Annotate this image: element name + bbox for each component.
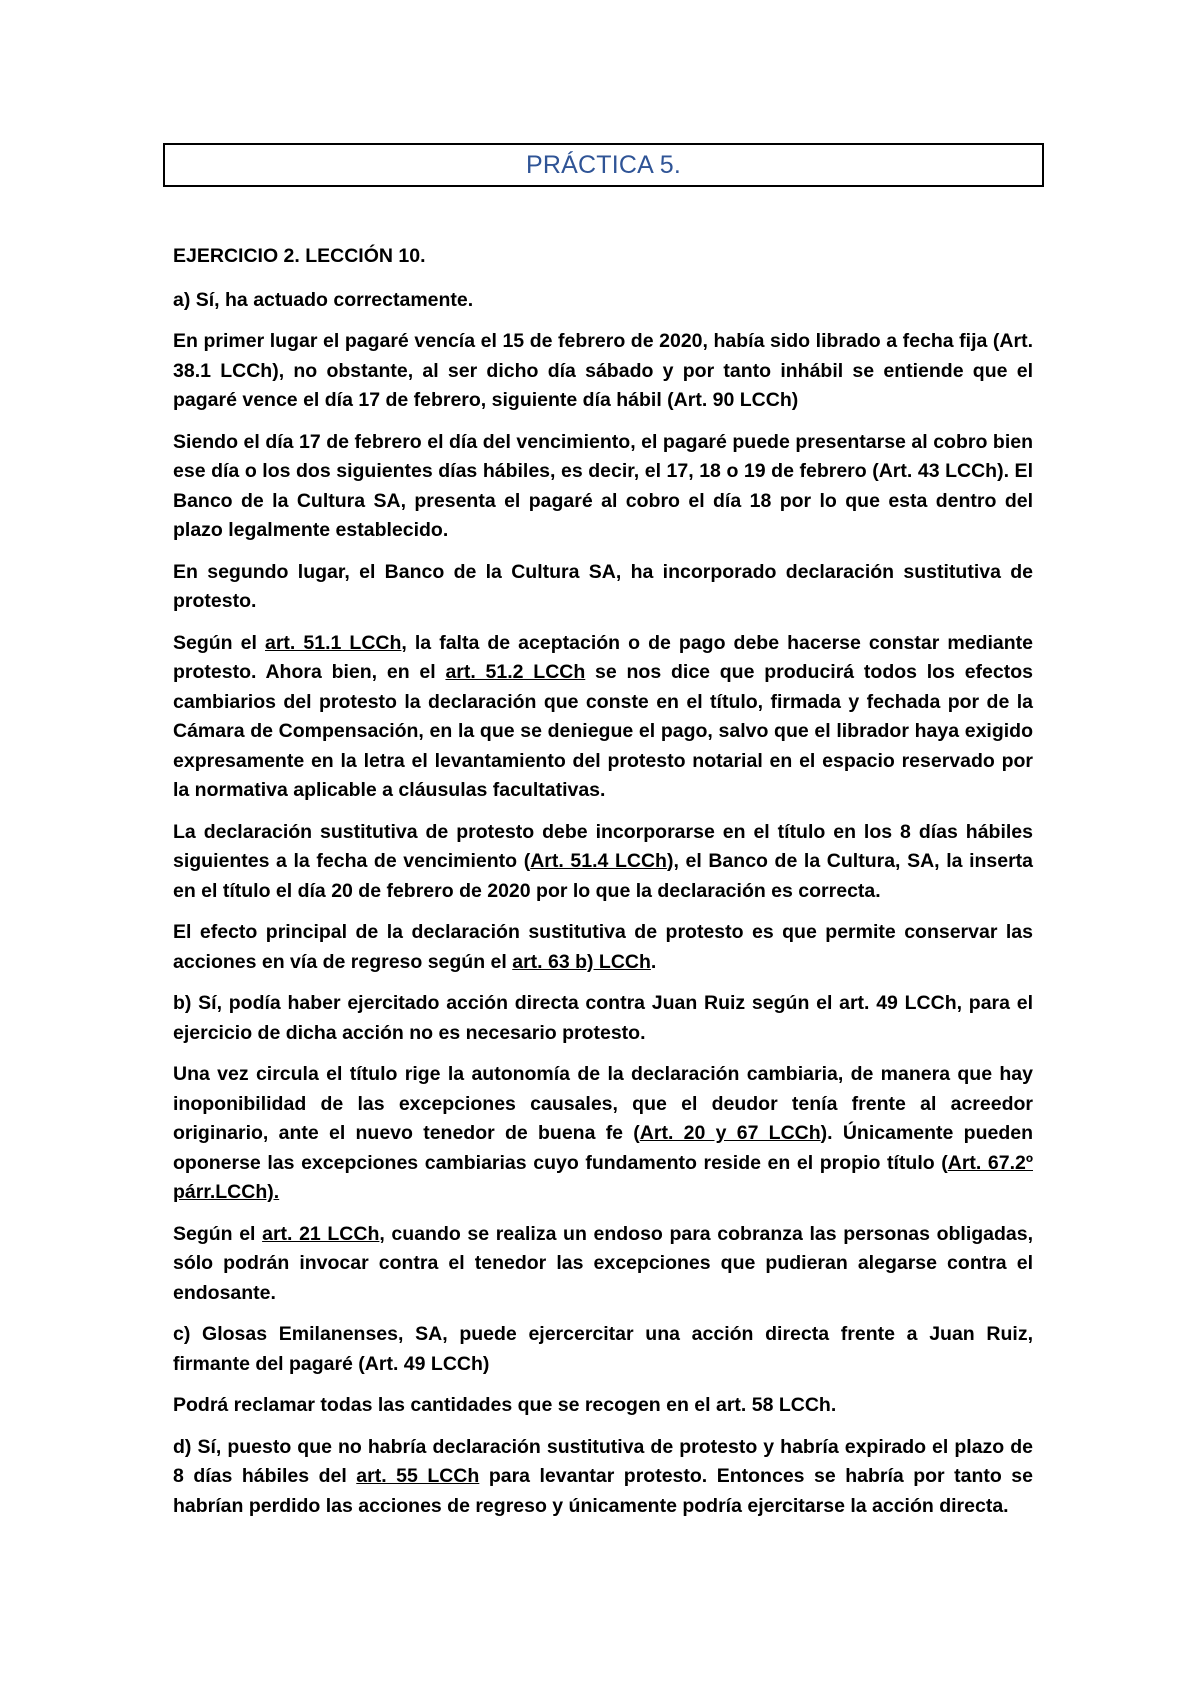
reference-art-67-2: Art. 67.2º párr.LCCh).	[173, 1151, 1033, 1203]
reference-art-51-2: art. 51.2 LCCh	[445, 661, 586, 683]
answer-a-label: a)	[173, 288, 191, 311]
reference-art-51-1: art. 51.1 LCCh	[264, 631, 402, 654]
reference-art-55: art. 55 LCCh	[356, 1465, 480, 1487]
text-segment: La declaración sustitutiva de protesto debe incorporarse en el título en los 8 días hábiles siguientes a la fecha de vencimiento (	[173, 820, 1033, 872]
reference-art-21: art. 21 LCCh	[262, 1222, 380, 1245]
document-body	[173, 242, 1033, 1533]
answer-c-text: Glosas Emilanenses, SA, puede ejercercitar una acción directa frente a Juan Ruiz, firmante del pagaré (Art. 49 LCCh)	[173, 1323, 1033, 1375]
reference-art-20-67: Art. 20 y 67 LCCh	[639, 1122, 821, 1144]
answer-b	[173, 989, 1033, 1048]
reference-art-63: art. 63 b) LCCh	[512, 950, 651, 973]
paragraph-vencimiento: En primer lugar el pagaré vencía el 15 de febrero de 2020, había sido librado a fecha fija (Art. 38.1 LCCh), no obstante, al ser dicho día sábado y por tanto inhábil se entiende que el pagaré vence el día 17 de febrero, siguiente día hábil (Art. 90 LCCh)	[173, 330, 1033, 411]
text-segment: Una vez circula el título rige la autonomía de la declaración cambiaria, de manera que hay inoponibilidad de las excepciones causales, que el deudor tenía frente al acreedor originario, ante el nuevo tenedor de buena fe (	[173, 1063, 1033, 1144]
answer-a	[173, 286, 1033, 316]
exercise-heading: EJERCICIO 2. LECCIÓN 10.	[173, 245, 426, 267]
answer-d-label: d)	[173, 1435, 192, 1458]
text-segment: se nos dice que producirá todos los efectos cambiarios del protesto la declaración que conste en el título, firmada y fechada por de la Cámara de Compensación, en la que se deniegue el pago, salvo que el librador haya exigido expresamente en la letra el levantamiento del protesto notarial en el espacio reservado por la normativa aplicable a cláusulas facultativas.	[173, 661, 1033, 801]
text-segment: para levantar protesto. Entonces se habría por tanto se habrían perdido las acciones de regreso y únicamente podría ejercitarse la acción directa.	[173, 1465, 1034, 1517]
text-segment: ), el Banco de la Cultura, SA, la inserta en el título el día 20 de febrero de 2020 por lo que la declaración es correcta.	[173, 850, 1034, 902]
paragraph-cantidades: Podrá reclamar todas las cantidades que se recogen en el art. 58 LCCh.	[173, 1394, 837, 1416]
reference-art-51-4: Art. 51.4 LCCh	[530, 850, 667, 872]
answer-c	[173, 1320, 1033, 1379]
paragraph-declaracion: En segundo lugar, el Banco de la Cultura SA, ha incorporado declaración sustitutiva de protesto.	[173, 560, 1033, 612]
text-segment: Según el	[173, 631, 265, 654]
paragraph-presentacion: Siendo el día 17 de febrero el día del vencimiento, el pagaré puede presentarse al cobro bien ese día o los dos siguientes días hábiles, es decir, el 17, 18 o 19 de febrero (Art. 43 LCCh). El Banco de la Cultura SA, presenta el pagaré al cobro el día 18 por lo que esta dentro del plazo legalmente establecido.	[173, 430, 1033, 541]
paragraph-art51	[173, 629, 1033, 806]
answer-b-label: b)	[173, 992, 192, 1014]
answer-a-text: Sí, ha actuado correctamente.	[190, 288, 474, 311]
page-title: PRÁCTICA 5.	[525, 150, 682, 179]
paragraph-autonomia	[173, 1060, 1033, 1208]
text-segment: , la falta de aceptación o de pago debe hacerse constar mediante protesto. Ahora bien, en el	[173, 631, 1034, 683]
paragraph-endoso	[173, 1220, 1033, 1309]
answer-d	[173, 1433, 1033, 1522]
answer-b-text: Sí, podía haber ejercitado acción directa contra Juan Ruiz según el art. 49 LCCh, para el ejercicio de dicha acción no es necesario protesto.	[173, 992, 1033, 1044]
text-segment: , cuando se realiza un endoso para cobranza las personas obligadas, sólo podrán invocar contra el tenedor las excepciones que pudieran alegarse contra el endosante.	[173, 1222, 1034, 1304]
paragraph-plazo	[173, 818, 1033, 907]
text-segment: Según el	[173, 1222, 263, 1245]
title-box	[163, 143, 1044, 187]
text-segment: ). Únicamente pueden oponerse las excepciones cambiarias cuyo fundamento reside en el propio título (	[173, 1122, 1033, 1174]
answer-c-label: c)	[173, 1323, 191, 1345]
text-segment: El efecto principal de la declaración sustitutiva de protesto es que permite conservar las acciones en vía de regreso según el	[173, 921, 1033, 973]
paragraph-efecto	[173, 918, 1033, 977]
text-segment: .	[650, 950, 657, 973]
text-segment: Sí, puesto que no habría declaración sustitutiva de protesto y habría expirado el plazo de 8 días hábiles del	[173, 1435, 1033, 1487]
